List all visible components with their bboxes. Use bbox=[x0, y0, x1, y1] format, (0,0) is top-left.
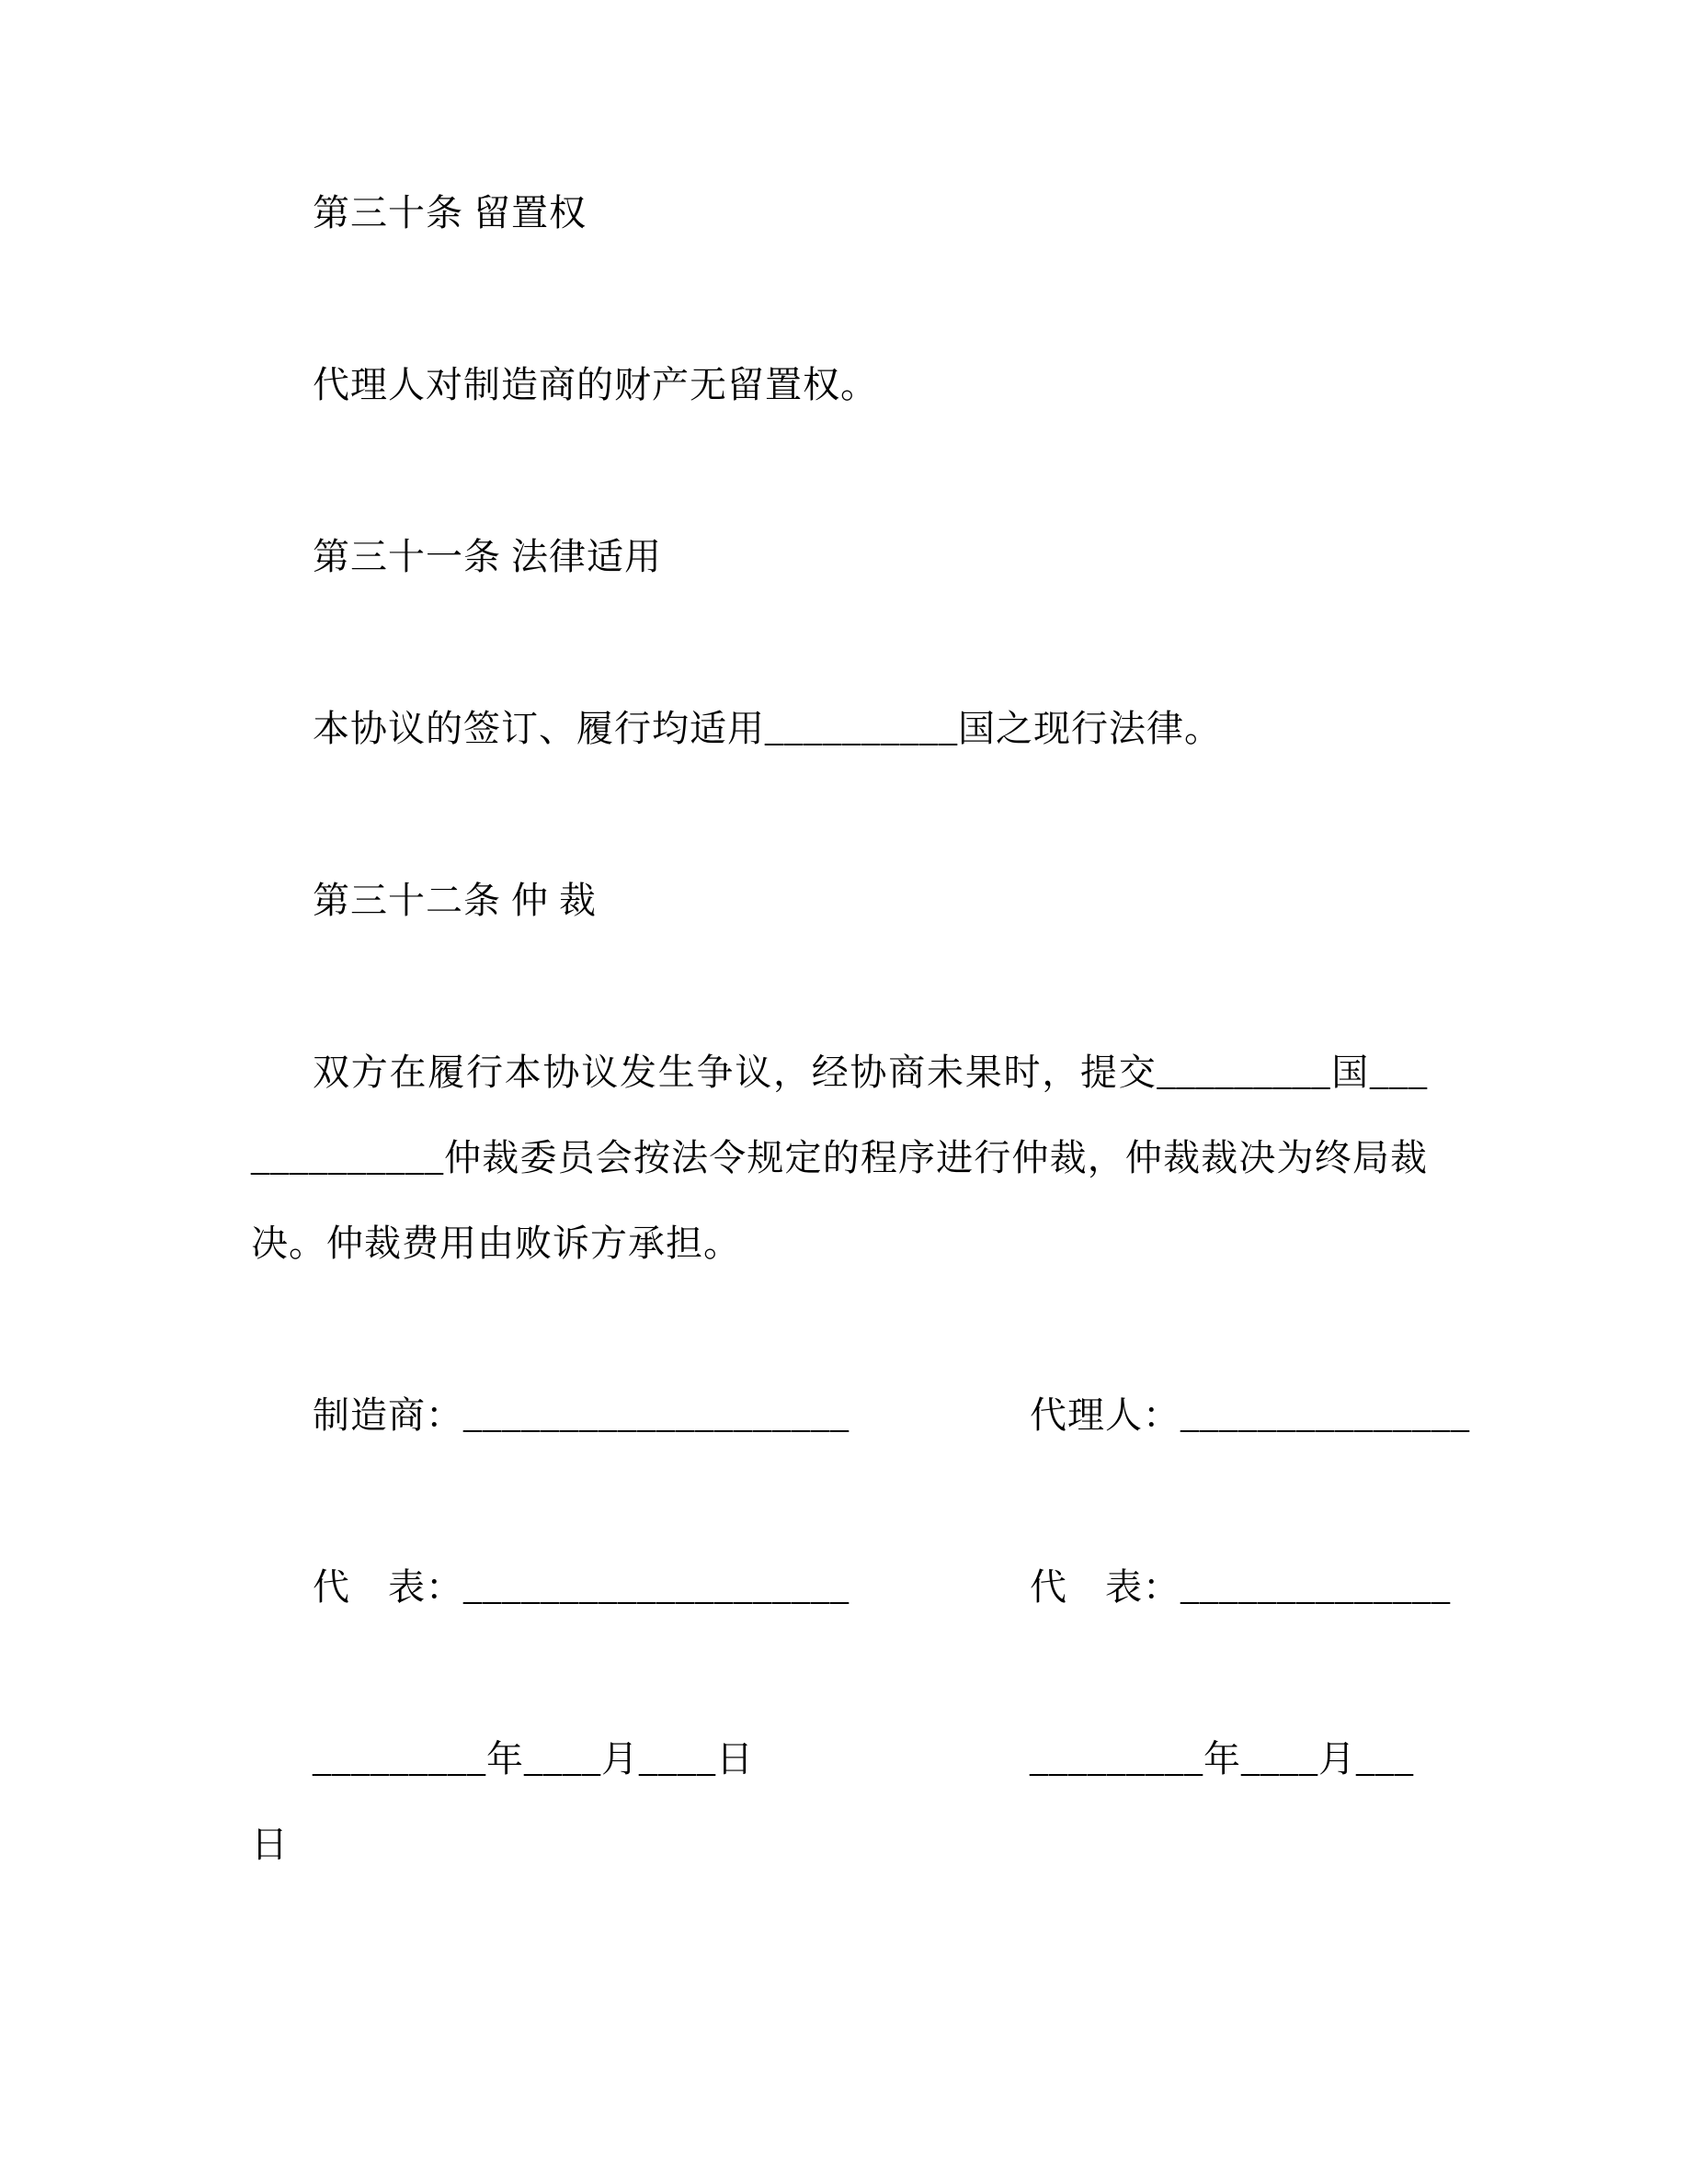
manufacturer-representative-line: 代 表：____________________ bbox=[313, 1566, 850, 1608]
signature-row-dates bbox=[251, 1716, 1428, 1802]
agent-representative-line: 代 表：______________ bbox=[1030, 1566, 1451, 1608]
clause-31-title: 第三十一条 法律适用 bbox=[313, 536, 662, 577]
signature-row-representatives bbox=[251, 1544, 1451, 1630]
clause-30-body: 代理人对制造商的财产无留置权。 bbox=[313, 364, 878, 405]
agent-date-line: _________年____月___ bbox=[1030, 1738, 1414, 1780]
clause-31-body: 本协议的签订、履行均适用__________国之现行法律。 bbox=[313, 708, 1222, 749]
manufacturer-date-line: _________年____月____日 bbox=[313, 1738, 754, 1780]
manufacturer-signature-line: 制造商：____________________ bbox=[313, 1394, 850, 1436]
clause-30-title: 第三十条 留置权 bbox=[313, 192, 587, 233]
signature-row-parties bbox=[251, 1372, 1470, 1458]
clause-32-body: 双方在履行本协议发生争议，经协商未果时，提交_________国_____________仲裁委员会按法令规定的程序进行仲裁，仲裁裁决为终局裁决。仲裁费用由败诉方承担。 bbox=[251, 1052, 1428, 1264]
clause-32-title: 第三十二条 仲 裁 bbox=[313, 880, 597, 921]
agent-signature-line: 代理人：_______________ bbox=[1030, 1394, 1470, 1436]
agent-date-wrap-character: 日 bbox=[251, 1824, 289, 1865]
